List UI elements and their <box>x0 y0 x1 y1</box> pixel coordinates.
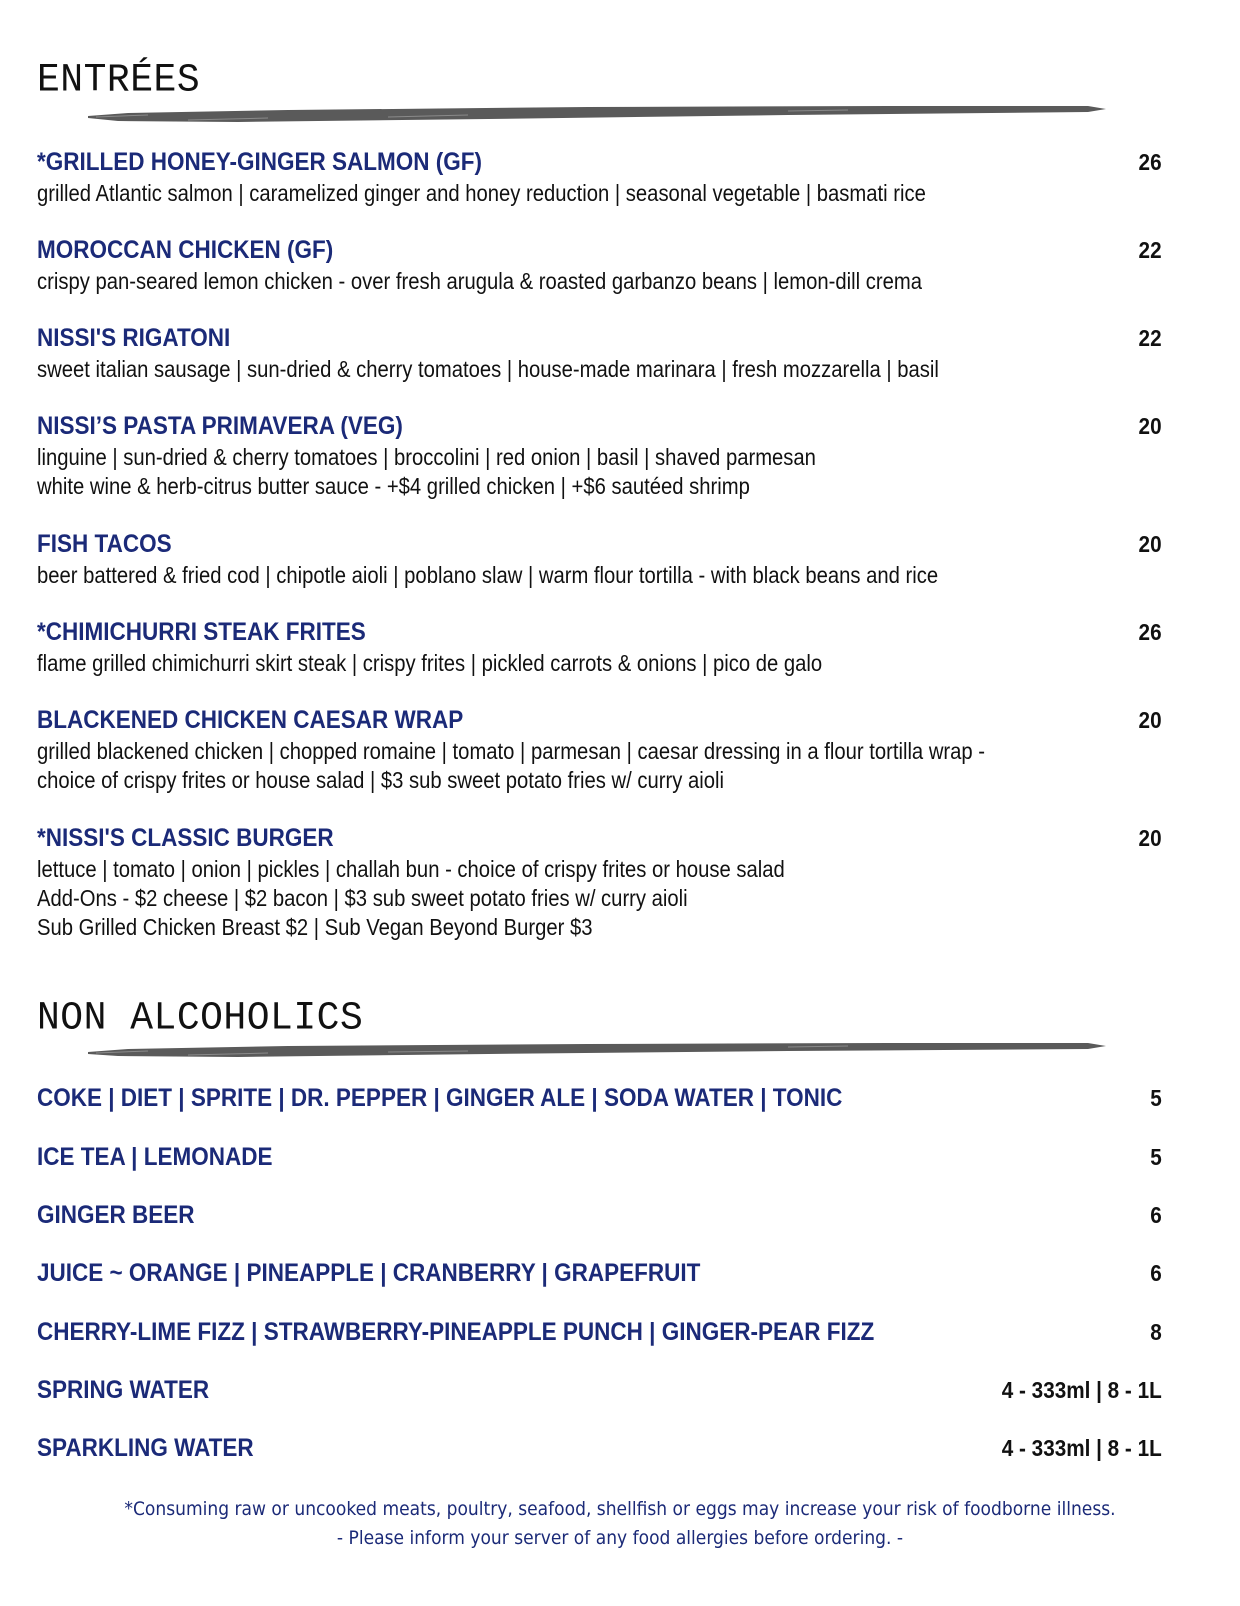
entree-item <box>37 706 1162 795</box>
entree-item <box>37 824 1162 942</box>
item-name: *GRILLED HONEY-GINGER SALMON (GF) <box>37 148 483 176</box>
item-name: ICE TEA | LEMONADE <box>37 1143 273 1171</box>
item-description: crispy pan-seared lemon chicken - over fresh arugula & roasted garbanzo beans | lemon-dill crema <box>37 268 923 294</box>
drink-item <box>37 1434 1162 1463</box>
item-name: COKE | DIET | SPRITE | DR. PEPPER | GINGER ALE | SODA WATER | TONIC <box>37 1084 843 1112</box>
item-description: linguine | sun-dried & cherry tomatoes | broccolini | red onion | basil | shaved parmesan <box>37 444 816 470</box>
item-price: 22 <box>1138 237 1162 263</box>
drink-item <box>37 1318 1162 1347</box>
item-description: white wine & herb-citrus butter sauce - +$4 grilled chicken | +$6 sautéed shrimp <box>37 473 750 499</box>
item-price: 20 <box>1138 825 1162 851</box>
item-name: CHERRY-LIME FIZZ | STRAWBERRY-PINEAPPLE PUNCH | GINGER-PEAR FIZZ <box>37 1318 875 1346</box>
item-name: *NISSI'S CLASSIC BURGER <box>37 824 334 852</box>
item-name: BLACKENED CHICKEN CAESAR WRAP <box>37 706 464 734</box>
item-price: 20 <box>1138 707 1162 733</box>
entrees-title: ENTRÉES <box>37 58 201 104</box>
item-price: 26 <box>1138 619 1162 645</box>
entree-item <box>37 236 1162 296</box>
item-price: 5 <box>1150 1144 1162 1170</box>
item-price: 20 <box>1138 413 1162 439</box>
item-description: flame grilled chimichurri skirt steak | crispy frites | pickled carrots & onions | pico de galo <box>37 650 823 676</box>
item-name: MOROCCAN CHICKEN (GF) <box>37 236 334 264</box>
drink-item <box>37 1084 1162 1113</box>
drink-item <box>37 1201 1162 1230</box>
item-description: beer battered & fried cod | chipotle aioli | poblano slaw | warm flour tortilla - with black beans and rice <box>37 562 939 588</box>
item-price: 5 <box>1150 1085 1162 1111</box>
entree-item <box>37 148 1162 208</box>
item-name: SPARKLING WATER <box>37 1434 254 1462</box>
non-alcoholics-title: NON ALCOHOLICS <box>37 996 364 1042</box>
drink-item <box>37 1376 1162 1405</box>
entree-item <box>37 530 1162 590</box>
allergy-disclaimer <box>62 1495 1178 1553</box>
item-description: grilled blackened chicken | chopped romaine | tomato | parmesan | caesar dressing in a flour tortilla wrap - <box>37 738 986 764</box>
item-description: sweet italian sausage | sun-dried & cherry tomatoes | house-made marinara | fresh mozzarella | basil <box>37 356 939 382</box>
item-price: 22 <box>1138 325 1162 351</box>
item-description: Sub Grilled Chicken Breast $2 | Sub Vegan Beyond Burger $3 <box>37 914 593 940</box>
item-description: grilled Atlantic salmon | caramelized ginger and honey reduction | seasonal vegetable | basmati rice <box>37 180 926 206</box>
brush-divider <box>88 104 1108 126</box>
raw-food-warning: *Consuming raw or uncooked meats, poultry, seafood, shellfish or eggs may increase your risk of foodborne illness. <box>124 1498 1116 1520</box>
item-price: 4 - 333ml | 8 - 1L <box>1002 1377 1162 1403</box>
item-name: NISSI'S RIGATONI <box>37 324 231 352</box>
item-name: GINGER BEER <box>37 1201 195 1229</box>
item-price: 8 <box>1150 1319 1162 1345</box>
item-name: SPRING WATER <box>37 1376 210 1404</box>
item-price: 4 - 333ml | 8 - 1L <box>1002 1435 1162 1461</box>
item-description: choice of crispy frites or house salad | $3 sub sweet potato fries w/ curry aioli <box>37 767 724 793</box>
entree-item <box>37 324 1162 384</box>
item-name: NISSI’S PASTA PRIMAVERA (VEG) <box>37 412 403 440</box>
allergy-notice: - Please inform your server of any food allergies before ordering. - <box>336 1527 904 1549</box>
drink-item <box>37 1143 1162 1172</box>
drink-item <box>37 1259 1162 1288</box>
item-description: Add-Ons - $2 cheese | $2 bacon | $3 sub sweet potato fries w/ curry aioli <box>37 885 688 911</box>
entree-item <box>37 618 1162 678</box>
entree-item <box>37 412 1162 501</box>
item-price: 6 <box>1150 1202 1162 1228</box>
item-price: 20 <box>1138 531 1162 557</box>
item-name: FISH TACOS <box>37 530 172 558</box>
item-price: 26 <box>1138 149 1162 175</box>
item-price: 6 <box>1150 1260 1162 1286</box>
item-name: *CHIMICHURRI STEAK FRITES <box>37 618 366 646</box>
item-description: lettuce | tomato | onion | pickles | challah bun - choice of crispy frites or house salad <box>37 856 785 882</box>
brush-divider <box>88 1040 1108 1062</box>
item-name: JUICE ~ ORANGE | PINEAPPLE | CRANBERRY | GRAPEFRUIT <box>37 1259 701 1287</box>
